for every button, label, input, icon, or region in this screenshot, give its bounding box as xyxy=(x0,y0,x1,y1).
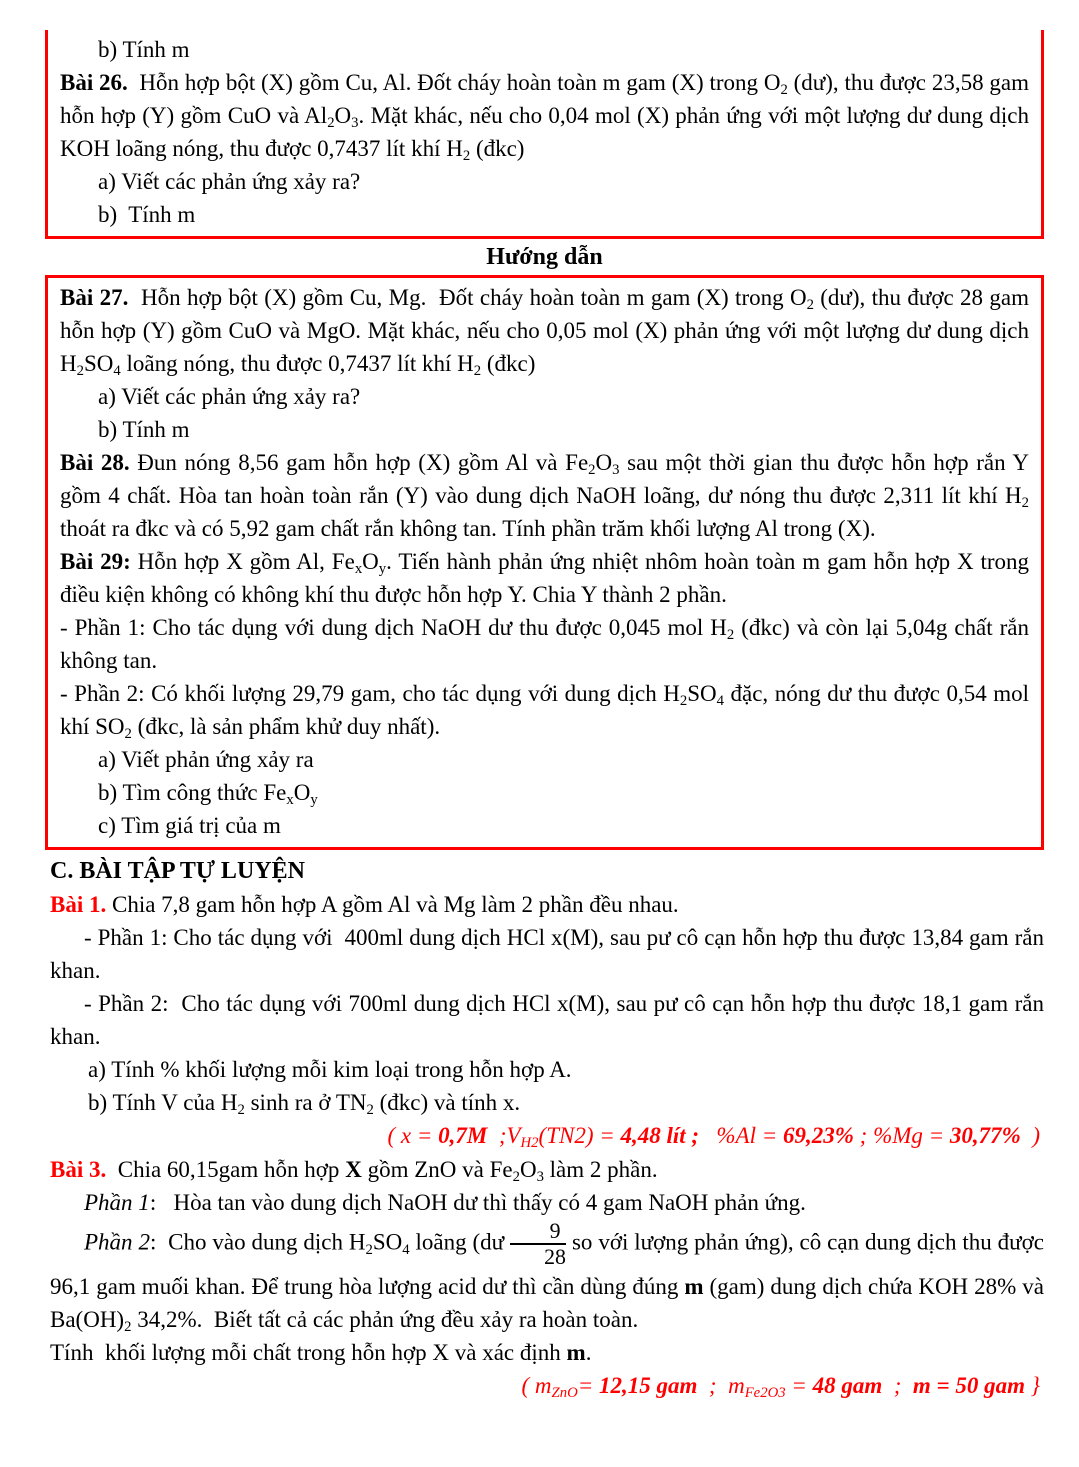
text-segment: ; m xyxy=(697,1372,745,1398)
text-segment: (đkc) và tính x. xyxy=(373,1090,521,1115)
exercise-1-part-2 xyxy=(50,987,1044,1053)
text-segment: O xyxy=(595,450,613,475)
text-segment: m xyxy=(684,1273,704,1299)
problem-29 xyxy=(60,545,1029,611)
text-segment: } xyxy=(1025,1372,1040,1398)
text-segment: ; xyxy=(882,1372,913,1398)
text-segment: %Al = xyxy=(699,1123,783,1148)
text-segment: 2 xyxy=(806,297,814,314)
text-segment: (đkc) và còn lại 5,04g chất rắn không tan. xyxy=(60,615,1029,673)
text-segment: - Phần 2: Có khối lượng 29,79 gam, cho tác dụng với dung dịch H xyxy=(60,681,680,706)
text-segment: ;V xyxy=(487,1123,521,1148)
text-segment: m xyxy=(566,1339,586,1365)
text-segment: 48 gam xyxy=(812,1372,883,1398)
text-segment: = xyxy=(785,1372,813,1398)
text-segment: . xyxy=(585,1339,592,1365)
text-segment: ; %Mg = xyxy=(853,1123,950,1148)
text-segment: 4,48 lít ; xyxy=(620,1123,700,1148)
text-segment: 3 xyxy=(612,462,620,479)
exercise-1-item-a xyxy=(50,1053,1044,1086)
text-segment: b) Tính m xyxy=(98,417,190,442)
text-segment: Bài 29: xyxy=(60,549,131,574)
text-segment: b) Tìm công thức Fe xyxy=(98,780,287,805)
text-segment: Hỗn hợp bột (X) gồm Cu, Al. Đốt cháy hoàn toàn m gam (X) trong O xyxy=(127,70,781,95)
text-segment: 0,7M xyxy=(438,1123,488,1148)
text-segment: O xyxy=(362,549,379,574)
text-segment: SO xyxy=(372,1229,403,1255)
text-segment: 2 xyxy=(365,1241,373,1258)
text-segment: (đkc) xyxy=(481,351,536,376)
text-segment: 2 xyxy=(124,726,132,743)
section-c-heading xyxy=(50,854,1044,888)
text-segment: 2 xyxy=(780,82,788,99)
exercise-3-task xyxy=(50,1336,1044,1369)
text-segment: (đkc) xyxy=(470,136,525,161)
item-b-tinh-m-prev xyxy=(60,33,1029,66)
problem-27-item-b xyxy=(60,413,1029,446)
text-segment: a) Viết các phản ứng xảy ra? xyxy=(98,384,361,409)
text-segment: = xyxy=(577,1372,600,1398)
exercise-3 xyxy=(50,1153,1044,1186)
text-segment: 2 xyxy=(588,462,596,479)
problem-29-part-2 xyxy=(60,677,1029,743)
text-segment: (dư), thu được 23,58 gam hỗn hợp (Y) gồm CuO và Al xyxy=(60,70,1029,128)
text-segment: ( x = xyxy=(387,1123,439,1148)
text-segment: 2 xyxy=(366,1102,374,1119)
problem-27-item-a xyxy=(60,380,1029,413)
text-segment: sinh ra ở TN xyxy=(244,1090,367,1115)
text-segment: y xyxy=(310,792,318,809)
text-segment: 2 xyxy=(1021,495,1029,512)
text-segment: c) Tìm giá trị của m xyxy=(98,813,281,838)
text-segment: O xyxy=(334,103,352,128)
text-segment: . Mặt khác, nếu cho 0,04 mol (X) phản ứng với một lượng dư dung dịch KOH loãng nóng, thu được 0,7437 lít khí H xyxy=(60,103,1029,161)
text-segment: x xyxy=(354,561,363,578)
exercise-1-answer xyxy=(50,1119,1044,1153)
text-segment: SO xyxy=(83,351,114,376)
text-segment: 2 xyxy=(512,1169,520,1186)
text-segment: Chia 7,8 gam hỗn hợp A gồm Al và Mg làm 2 phần đều nhau. xyxy=(106,892,679,917)
text-segment: đặc, nóng dư thu được 0,54 mol khí SO xyxy=(60,681,1029,739)
text-segment: x xyxy=(286,792,294,809)
problem-29-part-1 xyxy=(60,611,1029,677)
text-segment: H2 xyxy=(520,1135,539,1152)
text-segment: 2 xyxy=(726,627,735,644)
text-segment: 2 xyxy=(327,115,335,132)
text-segment: 4 xyxy=(402,1241,410,1258)
text-segment: sau một thời gian thu được hỗn hợp rắn Y gồm 4 chất. Hòa tan hoàn toàn rắn (Y) vào dung dịch NaOH loãng, dư nóng thu được 2,311 lít khí H xyxy=(60,450,1030,508)
problem-29-item-c xyxy=(60,809,1029,842)
problem-26 xyxy=(60,66,1029,165)
problem-27 xyxy=(60,281,1029,380)
text-segment: X xyxy=(345,1157,362,1182)
exercise-1-part-1 xyxy=(50,921,1044,987)
exercise-3-part-2 xyxy=(50,1219,1044,1336)
fraction-numerator: 9 xyxy=(510,1219,566,1245)
text-segment: 2 xyxy=(462,148,471,165)
text-segment: ( m xyxy=(521,1372,552,1398)
exercise-1-item-b xyxy=(50,1086,1044,1119)
text-segment: loãng (dư xyxy=(409,1229,505,1255)
text-segment: 2 xyxy=(76,363,84,380)
text-segment: 4 xyxy=(113,363,121,380)
text-segment: 2 xyxy=(237,1102,245,1119)
text-segment: C. BÀI TẬP TỰ LUYỆN xyxy=(50,858,305,884)
fraction-denominator: 28 xyxy=(544,1245,566,1270)
text-segment: (đkc, là sản phẩm khử duy nhất). xyxy=(131,714,441,739)
problem-29-item-a xyxy=(60,743,1029,776)
text-segment: : Hòa tan vào dung dịch NaOH dư thì thấy có 4 gam NaOH phản ứng. xyxy=(149,1190,806,1215)
text-segment: O xyxy=(293,780,311,805)
document-page xyxy=(0,30,1079,1467)
problem-29-item-b xyxy=(60,776,1029,809)
text-segment: 30,77% xyxy=(949,1123,1021,1148)
text-segment: 2 xyxy=(679,693,688,710)
text-segment: Đun nóng 8,56 gam hỗn hợp (X) gồm Al và Fe xyxy=(129,450,589,475)
text-segment: . Tiến hành phản ứng nhiệt nhôm hoàn toàn m gam hỗn hợp X trong điều kiện không có không khí thu được hỗn hợp Y. Chia Y thành 2 phần. xyxy=(60,549,1030,607)
section-c-self-practice xyxy=(45,850,1044,1403)
text-segment: b) Tính V của H xyxy=(88,1090,238,1115)
text-segment: 12,15 gam xyxy=(599,1372,698,1398)
exercise-3-answer xyxy=(50,1369,1044,1403)
text-segment: m = 50 gam xyxy=(912,1372,1026,1398)
text-segment: : Cho vào dung dịch H xyxy=(149,1229,366,1255)
text-segment: 3 xyxy=(351,115,359,132)
text-segment: gồm ZnO và Fe xyxy=(361,1157,513,1182)
text-segment: Tính khối lượng mỗi chất trong hỗn hợp X và xác định xyxy=(50,1339,567,1365)
exercise-3-part-1 xyxy=(50,1186,1044,1219)
text-segment: Bài 1. xyxy=(50,892,107,917)
text-segment: Hỗn hợp bột (X) gồm Cu, Mg. Đốt cháy hoàn toàn m gam (X) trong O xyxy=(128,285,807,310)
text-segment: Bài 26. xyxy=(60,70,128,95)
text-segment: b) Tính m xyxy=(98,202,196,227)
text-segment: 2 xyxy=(473,363,482,380)
text-segment: Bài 28. xyxy=(60,450,130,475)
text-segment: thoát ra đkc và có 5,92 gam chất rắn không tan. Tính phần trăm khối lượng Al trong (X). xyxy=(60,516,876,541)
text-segment: - Phần 1: Cho tác dụng với dung dịch NaOH dư thu được 0,045 mol H xyxy=(60,615,727,640)
text-segment: 34,2%. Biết tất cả các phản ứng đều xảy ra hoàn toàn. xyxy=(131,1306,639,1332)
text-segment: b) Tính m xyxy=(98,37,190,62)
exercise-1 xyxy=(50,888,1044,921)
text-segment: a) Viết các phản ứng xảy ra? xyxy=(98,169,361,194)
text-segment: làm 2 phần. xyxy=(543,1157,658,1182)
text-segment: (TN2) = xyxy=(538,1123,621,1148)
text-segment: Bài 3. xyxy=(50,1157,107,1182)
text-segment: O xyxy=(519,1157,537,1182)
guide-heading: Hướng dẫn xyxy=(486,244,603,270)
text-segment: Phần 2 xyxy=(84,1229,150,1255)
fraction xyxy=(510,1219,566,1270)
text-segment: ) xyxy=(1020,1123,1040,1148)
text-segment: 3 xyxy=(536,1169,544,1186)
problem-28 xyxy=(60,446,1029,545)
text-segment: Fe2O3 xyxy=(744,1385,786,1402)
text-segment: Phần 1 xyxy=(84,1190,150,1215)
text-segment: a) Tính % khối lượng mỗi kim loại trong hỗn hợp A. xyxy=(88,1057,572,1082)
text-segment: Bài 27. xyxy=(60,285,129,310)
problem-26-item-a xyxy=(60,165,1029,198)
text-segment: (dư), thu được 28 gam hỗn hợp (Y) gồm CuO và MgO. Mặt khác, nếu cho 0,05 mol (X) phản ứng với một lượng dư dung dịch H xyxy=(60,285,1029,376)
problem-26-item-b xyxy=(60,198,1029,231)
text-segment: 69,23% xyxy=(782,1123,854,1148)
text-segment: ZnO xyxy=(551,1385,578,1402)
text-segment: (gam) dung dịch chứa KOH 28% và Ba(OH) xyxy=(50,1273,1044,1332)
text-segment: 4 xyxy=(716,693,724,710)
text-segment: 2 xyxy=(124,1319,132,1336)
text-segment: - Phần 2: Cho tác dụng với 700ml dung dịch HCl x(M), sau pư cô cạn hỗn hợp thu được 18,1 gam rắn khan. xyxy=(50,991,1044,1049)
text-segment: SO xyxy=(687,681,717,706)
problem-box-27-29 xyxy=(45,275,1044,850)
text-segment: - Phần 1: Cho tác dụng với 400ml dung dịch HCl x(M), sau pư cô cạn hỗn hợp thu được 13,84 gam rắn khan. xyxy=(50,925,1044,983)
text-segment: so với lượng phản ứng), cô cạn dung dịch thu được 96,1 gam muối khan. Để trung hòa lượng acid dư thì cần dùng đúng xyxy=(50,1229,1044,1299)
text-segment: Hỗn hợp X gồm Al, Fe xyxy=(130,549,355,574)
text-segment: Chia 60,15gam hỗn hợp xyxy=(106,1157,346,1182)
text-segment: a) Viết phản ứng xảy ra xyxy=(98,747,314,772)
problem-box-26 xyxy=(45,30,1044,239)
text-segment: y xyxy=(378,561,387,578)
text-segment: loãng nóng, thu được 0,7437 lít khí H xyxy=(120,351,474,376)
